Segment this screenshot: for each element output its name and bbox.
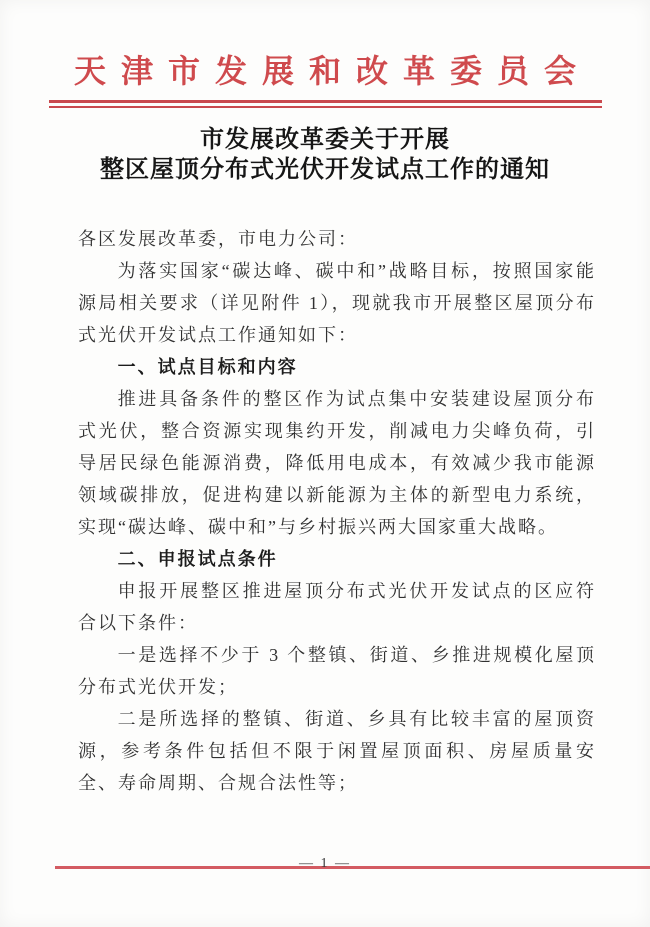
document-title bbox=[0, 125, 650, 185]
document-title-line-2: 整区屋顶分布式光伏开发试点工作的通知 bbox=[100, 157, 550, 183]
org-name: 天津市发展和改革委员会 bbox=[73, 53, 591, 89]
document-body bbox=[78, 223, 596, 799]
letterhead-divider-top-line bbox=[49, 100, 602, 103]
salutation: 各区发展改革委，市电力公司： bbox=[78, 229, 358, 249]
document-title-line-1: 市发展改革委关于开展 bbox=[200, 127, 450, 153]
letterhead-divider-bottom-line bbox=[49, 106, 602, 108]
condition-1-paragraph: 一是选择不少于 3 个整镇、街道、乡推进规模化屋顶分布式光伏开发； bbox=[78, 645, 596, 697]
condition-2-paragraph: 二是所选择的整镇、街道、乡具有比较丰富的屋顶资源，参考条件包括但不限于闲置屋顶面积、房屋质量安全、寿命周期、合规合法性等； bbox=[78, 709, 596, 793]
page-number: — 1 — bbox=[299, 856, 351, 871]
section-heading-2: 二、申报试点条件 bbox=[117, 549, 278, 569]
section-heading-1: 一、试点目标和内容 bbox=[117, 357, 298, 377]
section-1-paragraph: 推进具备条件的整区作为试点集中安装建设屋顶分布式光伏，整合资源实现集约开发，削减电力尖峰负荷，引导居民绿色能源消费，降低用电成本，有效减少我市能源领域碳排放，促进构建以新能源为主体的新型电力系统，实现“碳达峰、碳中和”与乡村振兴两大国家重大战略。 bbox=[78, 389, 596, 537]
intro-paragraph: 为落实国家“碳达峰、碳中和”战略目标，按照国家能源局相关要求（详见附件 1），现就我市开展整区屋顶分布式光伏开发试点工作通知如下： bbox=[78, 261, 596, 345]
section-2-intro-paragraph: 申报开展整区推进屋顶分布式光伏开发试点的区应符合以下条件： bbox=[78, 581, 596, 633]
letterhead-divider bbox=[49, 100, 602, 109]
letterhead bbox=[0, 50, 650, 109]
